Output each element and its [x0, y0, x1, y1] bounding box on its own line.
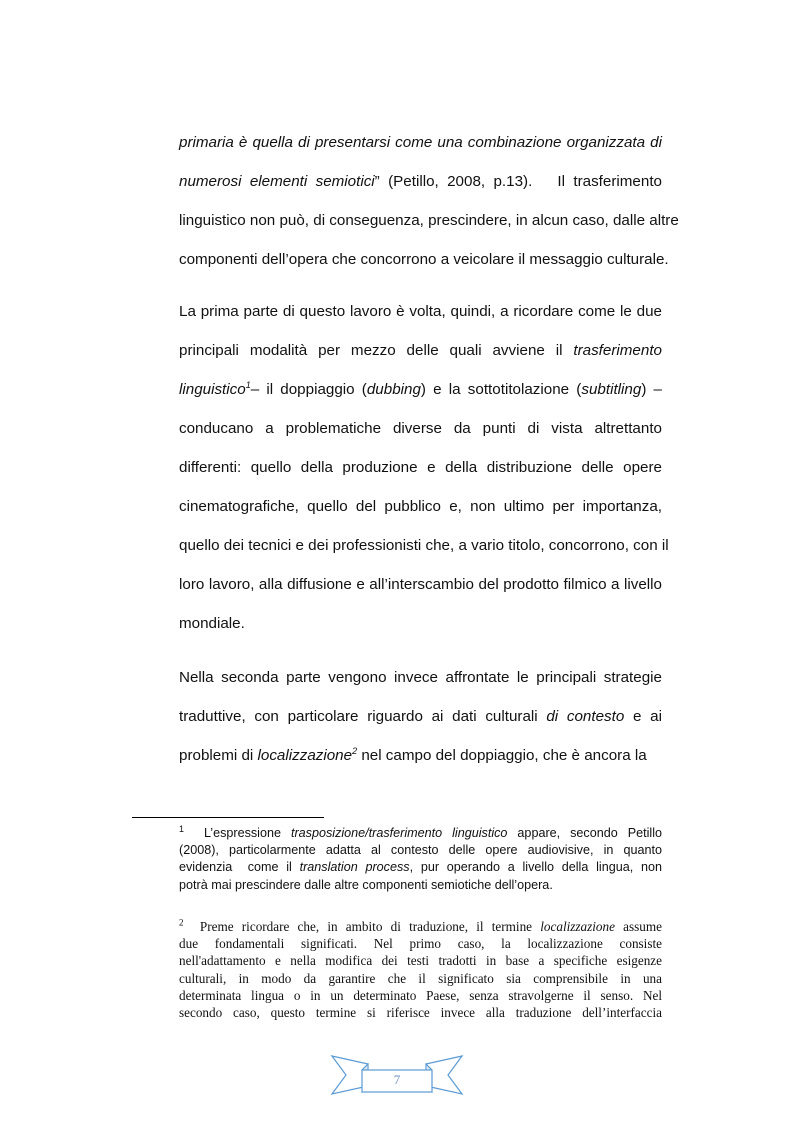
footnote-line: $^2$ Preme ricordare che, in ambito di traduzione, il termine localizzazione assume	[179, 917, 662, 934]
footnote-line: determinata lingua o in un determinato Paese, senza stravolgerne il senso. Nel	[179, 987, 662, 1003]
footnote-separator	[132, 817, 324, 818]
text-line: traduttive, con particolare riguardo ai dati culturali di contesto e ai	[179, 708, 662, 725]
text-line: cinematografiche, quello del pubblico e, non ultimo per importanza,	[179, 498, 662, 515]
text-line: loro lavoro, alla diffusione e all’interscambio del prodotto filmico a livello	[179, 576, 662, 593]
text-line: linguistico$^1$– il doppiaggio (dubbing) e la sottotitolazione (subtitling) –	[179, 379, 663, 398]
page-number: 7	[393, 1072, 401, 1087]
text-line: mondiale.	[179, 615, 245, 632]
text-line: Nella seconda parte vengono invece affrontate le principali strategie	[179, 669, 662, 686]
text-line: principali modalità per mezzo delle quali avviene il trasferimento	[179, 342, 662, 359]
text-line: quello dei tecnici e dei professionisti che, a vario titolo, concorrono, con il	[179, 537, 669, 554]
footnote-line: secondo caso, questo termine si riferisce invece alla traduzione dell’interfaccia	[179, 1005, 662, 1020]
text-line: numerosi elementi semiotici” (Petillo, 2008, p.13). Il trasferimento	[179, 173, 662, 190]
text-line: problemi di localizzazione$^2$ nel campo del doppiaggio, che è ancora la	[179, 745, 647, 764]
footnote-line: evidenzia come il translation process, pur operando a livello della lingua, non	[179, 860, 662, 875]
footnote-line: due fondamentali significati. Nel primo caso, la localizzazione consiste	[179, 936, 662, 952]
footnote-line: $^1$ L’espressione trasposizione/trasferimento linguistico appare, secondo Petillo	[179, 823, 663, 840]
footnote-line: culturali, in modo da garantire che il significato sia comprensibile in una	[179, 970, 662, 986]
page-number-banner	[330, 1054, 464, 1096]
text-line: primaria è quella di presentarsi come una combinazione organizzata di	[179, 134, 662, 151]
text-line: conducano a problematiche diverse da punti di vista altrettanto	[179, 420, 662, 437]
footnote-line: nell'adattamento e nella modifica dei testi tradotti in base a specifiche esigenze	[179, 953, 662, 969]
text-line: La prima parte di questo lavoro è volta, quindi, a ricordare come le due	[179, 303, 662, 320]
text-line: differenti: quello della produzione e della distribuzione delle opere	[179, 459, 662, 476]
text-line: linguistico non può, di conseguenza, prescindere, in alcun caso, dalle altre	[179, 212, 679, 229]
footnote-line: (2008), particolarmente adatta al contesto delle opere audiovisive, in quanto	[179, 843, 662, 858]
footnote-line: potrà mai prescindere dalle altre componenti semiotiche dell’opera.	[179, 877, 553, 892]
text-line: componenti dell’opera che concorrono a veicolare il messaggio culturale.	[179, 251, 669, 268]
